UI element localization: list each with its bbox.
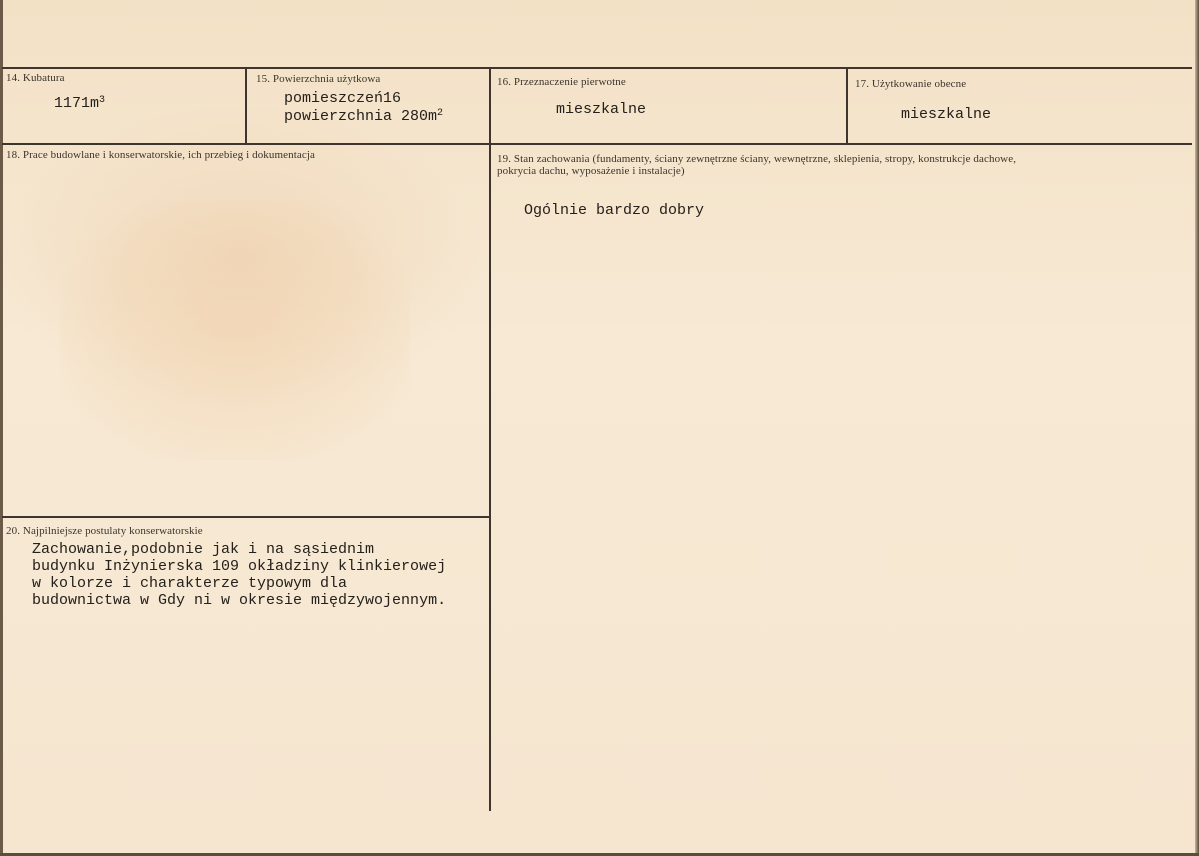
paper-stain [60,200,410,460]
field-16-label: 16. Przeznaczenie pierwotne [497,76,626,88]
field-17-label: 17. Użytkowanie obecne [855,78,967,90]
field-19-value: Ogólnie bardzo dobry [524,202,705,219]
rule-top [2,67,1192,69]
rule-section20-top [2,516,490,518]
field-14-unit-exponent: 3 [99,95,106,106]
field-20-line-4: budownictwa w Gdy ni w okresie międzywojennym. [32,592,447,609]
field-20-line-1: Zachowanie,podobnie jak i na sąsiednim [32,541,375,558]
scan-edge-left [0,0,3,856]
field-14-value [54,95,105,112]
field-15-area [284,108,443,125]
field-16-value: mieszkalne [556,101,647,118]
field-15-area-text: powierzchnia 280m [284,108,438,125]
field-15-rooms: pomieszczeń16 [284,90,402,107]
scan-edge-right [1195,0,1199,856]
field-19-label: 19. Stan zachowania (fundamenty, ściany zewnętrzne ściany, wewnętrzne, sklepienia, stropy, konstrukcje dachowe, pokrycia dachu, wyposażenie i instalacje) [497,153,1017,177]
field-17-value: mieszkalne [901,106,992,123]
rule-col3 [846,68,848,143]
rule-row1-bottom [2,143,1192,145]
rule-col1 [245,68,247,143]
field-18-label: 18. Prace budowlane i konserwatorskie, ich przebieg i dokumentacja [6,149,315,161]
field-20-line-2: budynku Inżynierska 109 okładziny klinkierowej [32,558,447,575]
field-14-number: 1171m [54,95,100,112]
field-20-label: 20. Najpilniejsze postulaty konserwatorskie [6,525,203,537]
field-15-area-exponent: 2 [437,108,444,119]
field-15-label: 15. Powierzchnia użytkowa [256,73,381,85]
field-20-line-3: w kolorze i charakterze typowym dla [32,575,348,592]
rule-col2 [489,68,491,811]
field-14-label: 14. Kubatura [6,72,65,84]
